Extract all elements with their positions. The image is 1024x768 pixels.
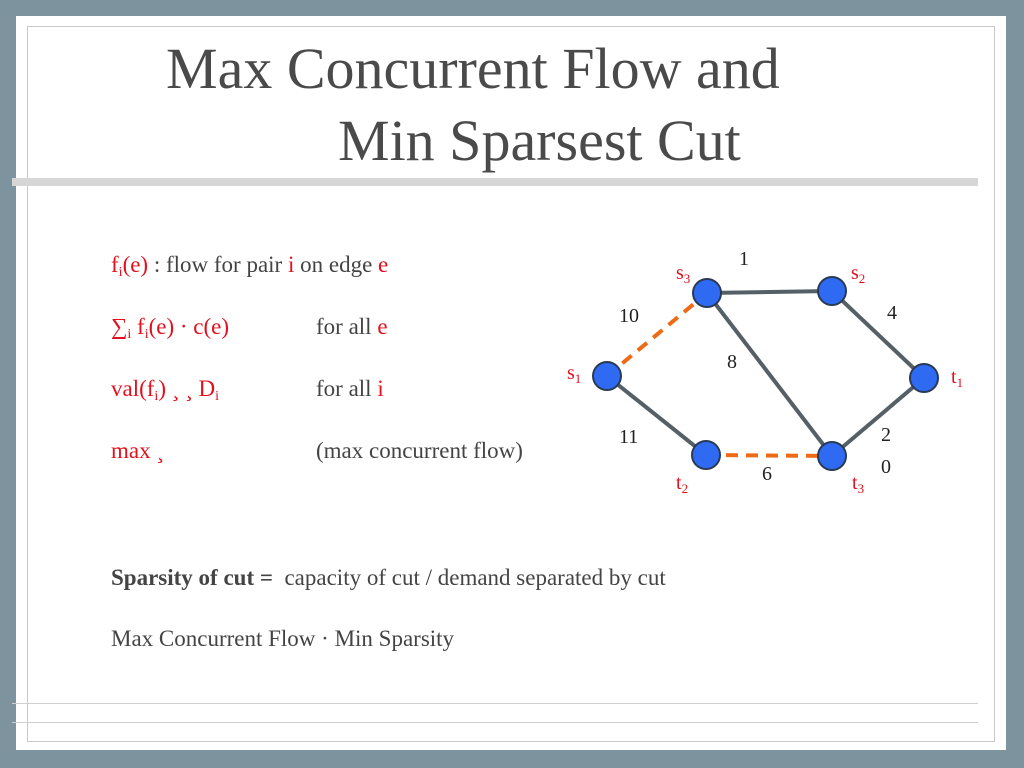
constraint-capacity-quantifier: for all e [316, 314, 388, 339]
demand-expression: $val(f_i)$ ¸ ¸ $D_i$ [111, 376, 220, 404]
node-label-t1: $t_1$ [951, 366, 964, 390]
graph-edges [607, 291, 924, 456]
node-label-t2: $t_2$ [676, 472, 689, 496]
pair-var: i [287, 252, 295, 277]
flow-symbol: $f_i(e)$ [111, 252, 149, 280]
constraint-demand-quantifier: for all i [316, 376, 384, 401]
conclusion: Max Concurrent Flow · Min Sparsity [111, 626, 455, 651]
sparsity-text: capacity of cut / demand separated by cut [284, 565, 666, 590]
capacity-s1-t2: 11 [619, 426, 639, 448]
node-t2 [692, 441, 720, 469]
flow-description: : flow for pair [148, 252, 288, 277]
capacity-s2-t1: 4 [887, 302, 897, 324]
capacity-s3-s2: 1 [739, 248, 749, 270]
capacity-expression: $\sum_i$ $f_i(e) \cdot c(e)$ [111, 314, 230, 342]
footer-divider [12, 703, 978, 723]
title-line-1: Max Concurrent Flow and [166, 36, 780, 101]
node-s3 [693, 279, 721, 307]
edge-t2-t3-cut [706, 455, 832, 456]
node-s2 [818, 277, 846, 305]
on-edge-text: on edge [294, 252, 379, 277]
edge-s2-t1 [832, 291, 924, 378]
capacity-t3-t1-digit1: 2 [881, 424, 891, 446]
node-s1 [593, 362, 621, 390]
capacity-s1-s3: 10 [619, 305, 639, 327]
title-line-2: Min Sparsest Cut [338, 108, 741, 173]
node-t1 [910, 364, 938, 392]
sparsity-label: Sparsity of cut = [111, 565, 273, 590]
objective-note: (max concurrent flow) [316, 438, 523, 463]
node-label-t3: $t_3$ [852, 472, 865, 496]
node-label-s3: $s_3$ [676, 262, 691, 286]
edge-t3-t1 [832, 378, 924, 456]
edge-s3-t3 [707, 293, 832, 456]
capacity-s3-t3: 8 [727, 351, 737, 373]
sparsity-definition [111, 565, 666, 591]
node-t3 [818, 442, 846, 470]
edge-s3-s2 [707, 291, 832, 293]
edge-var: e [378, 252, 389, 277]
capacity-t3-t1-digit2: 0 [881, 456, 891, 478]
objective: max ¸ [111, 438, 165, 463]
node-label-s1: $s_1$ [567, 362, 582, 386]
capacity-t2-t3: 6 [762, 463, 772, 485]
node-label-s2: $s_2$ [851, 262, 866, 286]
